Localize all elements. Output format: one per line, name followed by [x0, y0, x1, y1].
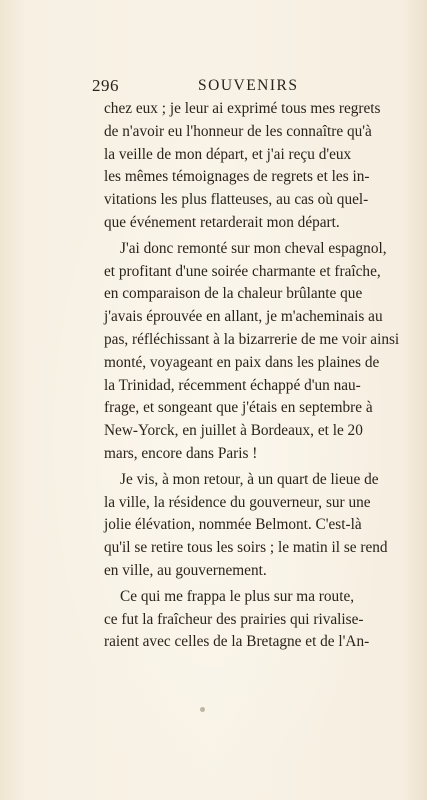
text-line: qu'il se retire tous les soirs ; le matin il se rend [104, 539, 388, 557]
paragraph-3 [104, 469, 388, 583]
paragraph-4 [104, 586, 370, 654]
paragraph-2 [104, 238, 400, 466]
text-line: de n'avoir eu l'honneur de les connaître qu'à [104, 122, 372, 140]
text-line: la Trinidad, récemment échappé d'un nau- [104, 376, 361, 394]
text-line: la ville, la résidence du gouverneur, sur une [104, 493, 371, 511]
text-line: jolie élévation, nommée Belmont. C'est-là [104, 516, 362, 534]
page-number: 296 [92, 76, 119, 95]
text-line: et profitant d'une soirée charmante et fraîche, [104, 262, 381, 280]
paragraph-1 [104, 98, 381, 235]
text-line: chez eux ; je leur ai exprimé tous mes regrets [104, 100, 381, 117]
text-line: j'avais éprouvée en allant, je m'acheminais au [104, 308, 383, 326]
text-line: mars, encore dans Paris ! [104, 444, 258, 462]
body-text [104, 98, 400, 654]
text-line: J'ai donc remonté sur mon cheval espagnol, [120, 239, 387, 257]
text-line: pas, réfléchissant à la bizarrerie de me voir ainsi [104, 330, 400, 348]
paper-spot [200, 707, 205, 712]
running-head: SOUVENIRS [198, 77, 299, 94]
text-line: la veille de mon départ, et j'ai reçu d'eux [104, 145, 352, 163]
text-line: vitations les plus flatteuses, au cas où quel- [104, 191, 369, 209]
text-line: Ce qui me frappa le plus sur ma route, [120, 587, 355, 605]
text-line: en ville, au gouvernement. [104, 561, 267, 579]
text-line: en comparaison de la chaleur brûlante que [104, 285, 363, 303]
text-line: Je vis, à mon retour, à un quart de lieue de [120, 470, 379, 488]
text-line: New-Yorck, en juillet à Bordeaux, et le 20 [104, 422, 363, 440]
text-line: raient avec celles de la Bretagne et de l'An- [104, 633, 370, 651]
text-line: les mêmes témoignages de regrets et les in- [104, 168, 370, 186]
text-line: ce fut la fraîcheur des prairies qui rivalise- [104, 610, 364, 628]
page-header [92, 76, 320, 98]
text-line: monté, voyageant en paix dans les plaines de [104, 353, 380, 371]
text-line: frage, et songeant que j'étais en septembre à [104, 399, 373, 417]
text-line: que événement retarderait mon départ. [104, 213, 340, 231]
